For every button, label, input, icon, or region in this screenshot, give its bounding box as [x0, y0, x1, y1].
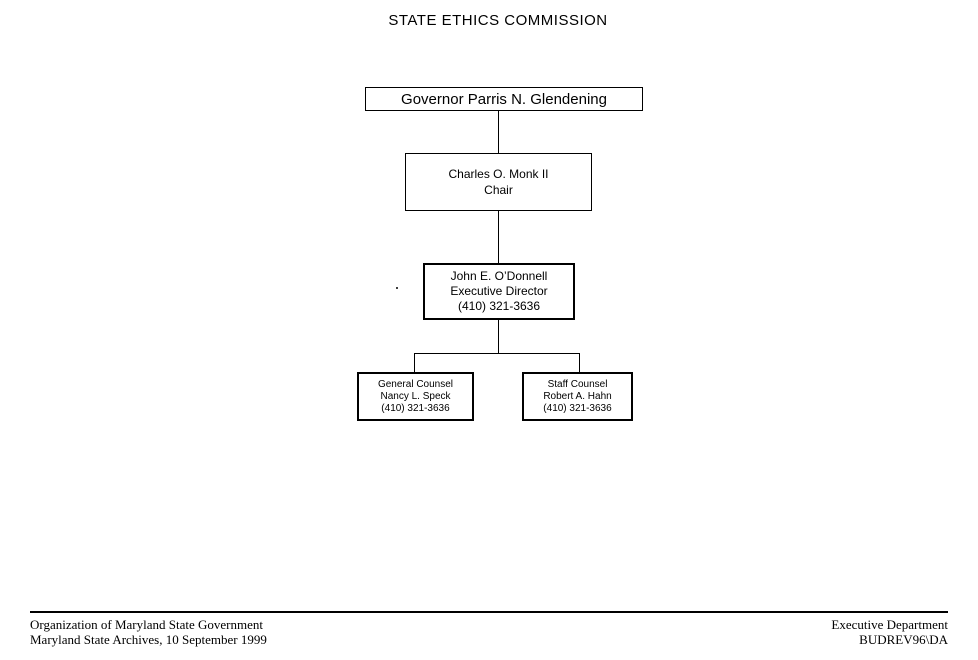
org-box-governor	[365, 87, 643, 111]
page-title: STATE ETHICS COMMISSION	[388, 12, 608, 29]
general-counsel-title: General Counsel	[377, 378, 454, 390]
general-counsel-name: Nancy L. Speck	[380, 390, 451, 402]
connector-drop-staff-counsel	[579, 353, 580, 372]
connector-horizontal-branch	[414, 353, 580, 354]
org-box-staff-counsel	[522, 372, 633, 421]
footer-department-line: Executive Department	[831, 617, 948, 632]
executive-director-phone: (410) 321-3636	[457, 299, 541, 313]
staff-counsel-phone: (410) 321-3636	[543, 402, 612, 414]
connector-governor-chair	[498, 111, 499, 153]
executive-director-name: John E. O’Donnell	[450, 269, 548, 283]
footer-organization-line: Organization of Maryland State Government	[30, 617, 263, 632]
footer-archives-date-line: Maryland State Archives, 10 September 1999	[30, 632, 267, 647]
org-box-executive-director	[423, 263, 575, 320]
staff-counsel-name: Robert A. Hahn	[543, 390, 612, 402]
connector-drop-general-counsel	[414, 353, 415, 372]
executive-director-title: Executive Director	[450, 284, 548, 298]
chair-name: Charles O. Monk II	[448, 167, 549, 181]
staff-counsel-title: Staff Counsel	[547, 378, 608, 390]
general-counsel-phone: (410) 321-3636	[381, 402, 450, 414]
chair-title: Chair	[484, 183, 513, 197]
footer-left-block	[30, 617, 267, 647]
stray-period-mark	[396, 287, 398, 289]
connector-chair-exec-director	[498, 211, 499, 263]
connector-exec-director-down	[498, 320, 499, 353]
footer-right-block	[831, 617, 948, 647]
org-box-chair	[405, 153, 592, 211]
footer-divider-rule	[30, 611, 948, 613]
governor-name: Governor Parris N. Glendening	[401, 90, 607, 108]
footer-document-ref-line: BUDREV96\DA	[859, 632, 948, 647]
org-box-general-counsel	[357, 372, 474, 421]
